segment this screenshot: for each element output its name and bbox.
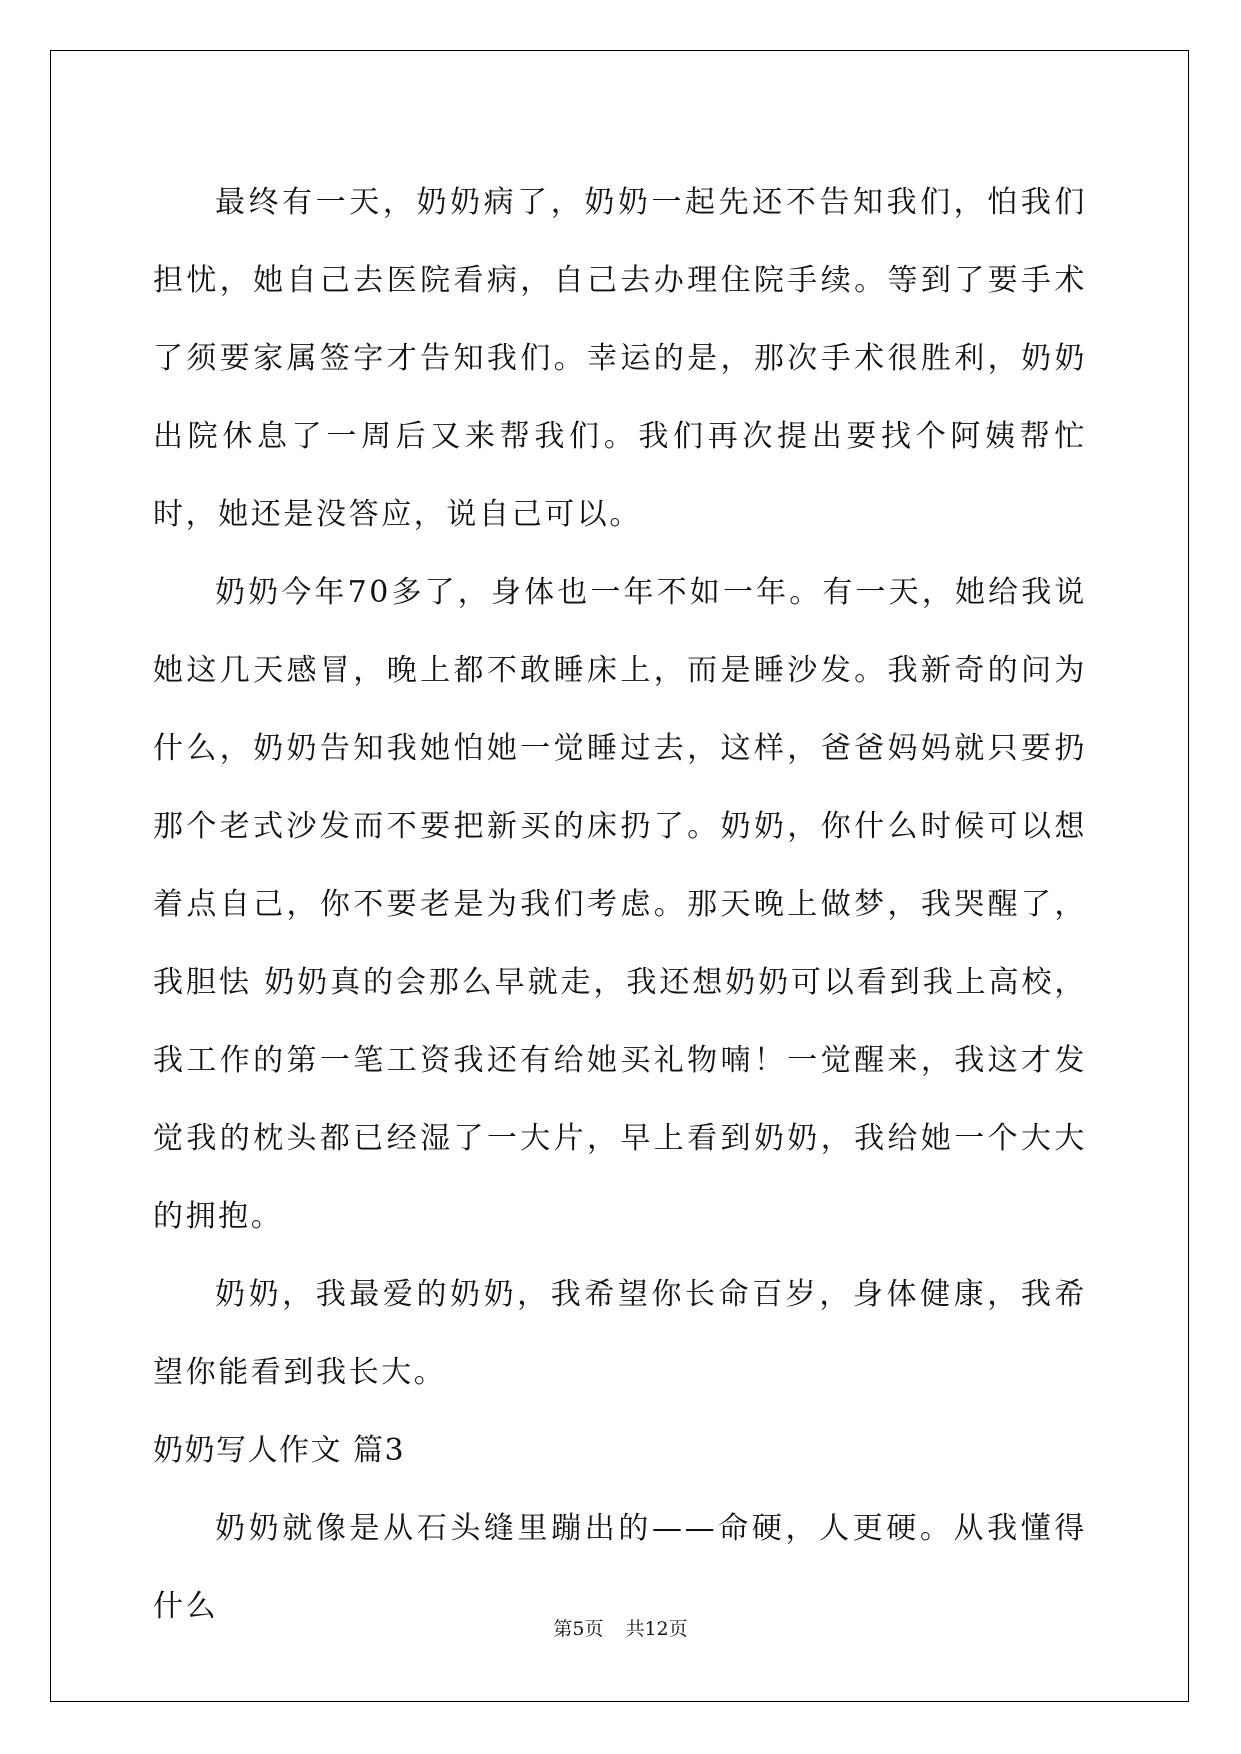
paragraph-4: 奶奶就像是从石头缝里蹦出的——命硬，人更硬。从我懂得什么: [153, 1511, 1087, 1624]
page-footer: [0, 1614, 1241, 1641]
total-page-count: 共12页: [625, 1618, 688, 1640]
current-page-number: 第5页: [553, 1618, 604, 1640]
document-body: [153, 164, 1087, 1646]
section-heading: 奶奶写人作文 篇3: [153, 1433, 406, 1468]
paragraph-3: 奶奶，我最爱的奶奶，我希望你长命百岁，身体健康，我希望你能看到我长大。: [153, 1277, 1087, 1390]
paragraph-2: 奶奶今年70多了，身体也一年不如一年。有一天，她给我说她这几天感冒，晚上都不敢睡床上，而是睡沙发。我新奇的问为什么，奶奶告知我她怕她一觉睡过去，这样，爸爸妈妈就只要扔那个老式沙发而不要把新买的床扔了。奶奶，你什么时候可以想着点自己，你不要老是为我们考虑。那天晚上做梦，我哭醒了，我胆怯 奶奶真的会那么早就走，我还想奶奶可以看到我上高校，我工作的第一笔工资我还有给她买礼物喃！一觉醒来，我这才发觉我的枕头都已经湿了一大片，早上看到奶奶，我给她一个大大的拥抱。: [153, 575, 1087, 1234]
paragraph-1: 最终有一天，奶奶病了，奶奶一起先还不告知我们，怕我们担忧，她自己去医院看病，自己去办理住院手续。等到了要手术了须要家属签字才告知我们。幸运的是，那次手术很胜利，奶奶出院休息了一周后又来帮我们。我们再次提出要找个阿姨帮忙时，她还是没答应，说自己可以。: [153, 185, 1087, 532]
